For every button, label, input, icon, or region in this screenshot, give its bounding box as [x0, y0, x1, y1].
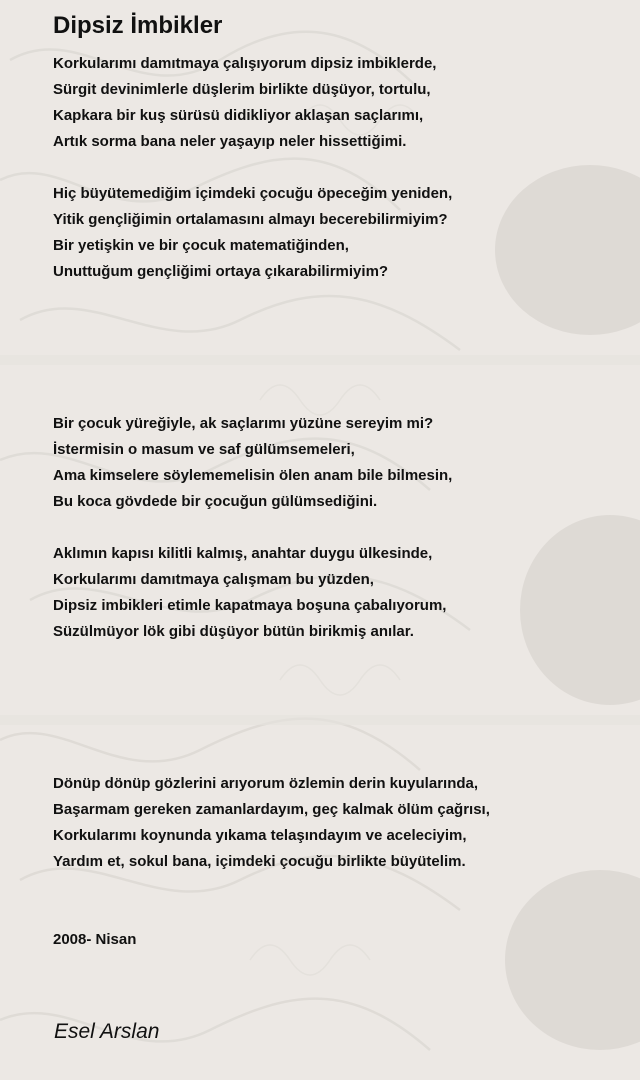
poem-line: Bu koca gövdede bir çocuğun gülümsediğini.: [53, 493, 378, 510]
stanza-3: [53, 411, 452, 515]
poem-line: Süzülmüyor lök gibi düşüyor bütün birikmiş anılar.: [53, 623, 414, 640]
poem-line: Dipsiz imbikleri etimle kapatmaya boşuna çabalıyorum,: [53, 597, 447, 614]
stanza-5: [53, 771, 490, 875]
poem-line: Başarmam gereken zamanlardayım, geç kalmak ölüm çağrısı,: [53, 801, 490, 818]
poem-line: Hiç büyütemediğim içimdeki çocuğu öpeceğim yeniden,: [53, 185, 453, 202]
stanza-4: [53, 541, 446, 645]
poem-line: Dönüp dönüp gözlerini arıyorum özlemin derin kuyularında,: [53, 775, 479, 792]
poem-line: Bir çocuk yüreğiyle, ak saçlarımı yüzüne sereyim mi?: [53, 415, 434, 432]
poem-line: Korkularımı damıtmaya çalışıyorum dipsiz imbiklerde,: [53, 55, 437, 72]
stanza-1: [53, 51, 436, 155]
poem-line: Kapkara bir kuş sürüsü didikliyor aklaşan saçlarımı,: [53, 107, 424, 124]
poem-line: Yitik gençliğimin ortalamasını almayı becerebilirmiyim?: [53, 211, 448, 228]
poem-line: Korkularımı koynunda yıkama telaşındayım ve aceleciyim,: [53, 827, 467, 844]
stanza-2: [53, 181, 452, 285]
poem-line: Yardım et, sokul bana, içimdeki çocuğu birlikte büyütelim.: [53, 853, 466, 870]
poem-line: Ama kimselere söylememelisin ölen anam bile bilmesin,: [53, 467, 453, 484]
poem-line: İstermisin o masum ve saf gülümsemeleri,: [53, 441, 355, 458]
poem-line: Unuttuğum gençliğimi ortaya çıkarabilirmiyim?: [53, 263, 389, 280]
poem-line: Sürgit devinimlerle düşlerim birlikte düşüyor, tortulu,: [53, 81, 431, 98]
poem-author: Esel Arslan: [54, 1020, 160, 1043]
poem-line: Bir yetişkin ve bir çocuk matematiğinden,: [53, 237, 349, 254]
poem-line: Korkularımı damıtmaya çalışmam bu yüzden,: [53, 571, 374, 588]
poem-date: 2008- Nisan: [53, 931, 137, 948]
poem-line: Aklımın kapısı kilitli kalmış, anahtar duygu ülkesinde,: [53, 545, 433, 562]
poem-title: Dipsiz İmbikler: [53, 12, 223, 39]
poem-line: Artık sorma bana neler yaşayıp neler hissettiğimi.: [53, 133, 407, 150]
